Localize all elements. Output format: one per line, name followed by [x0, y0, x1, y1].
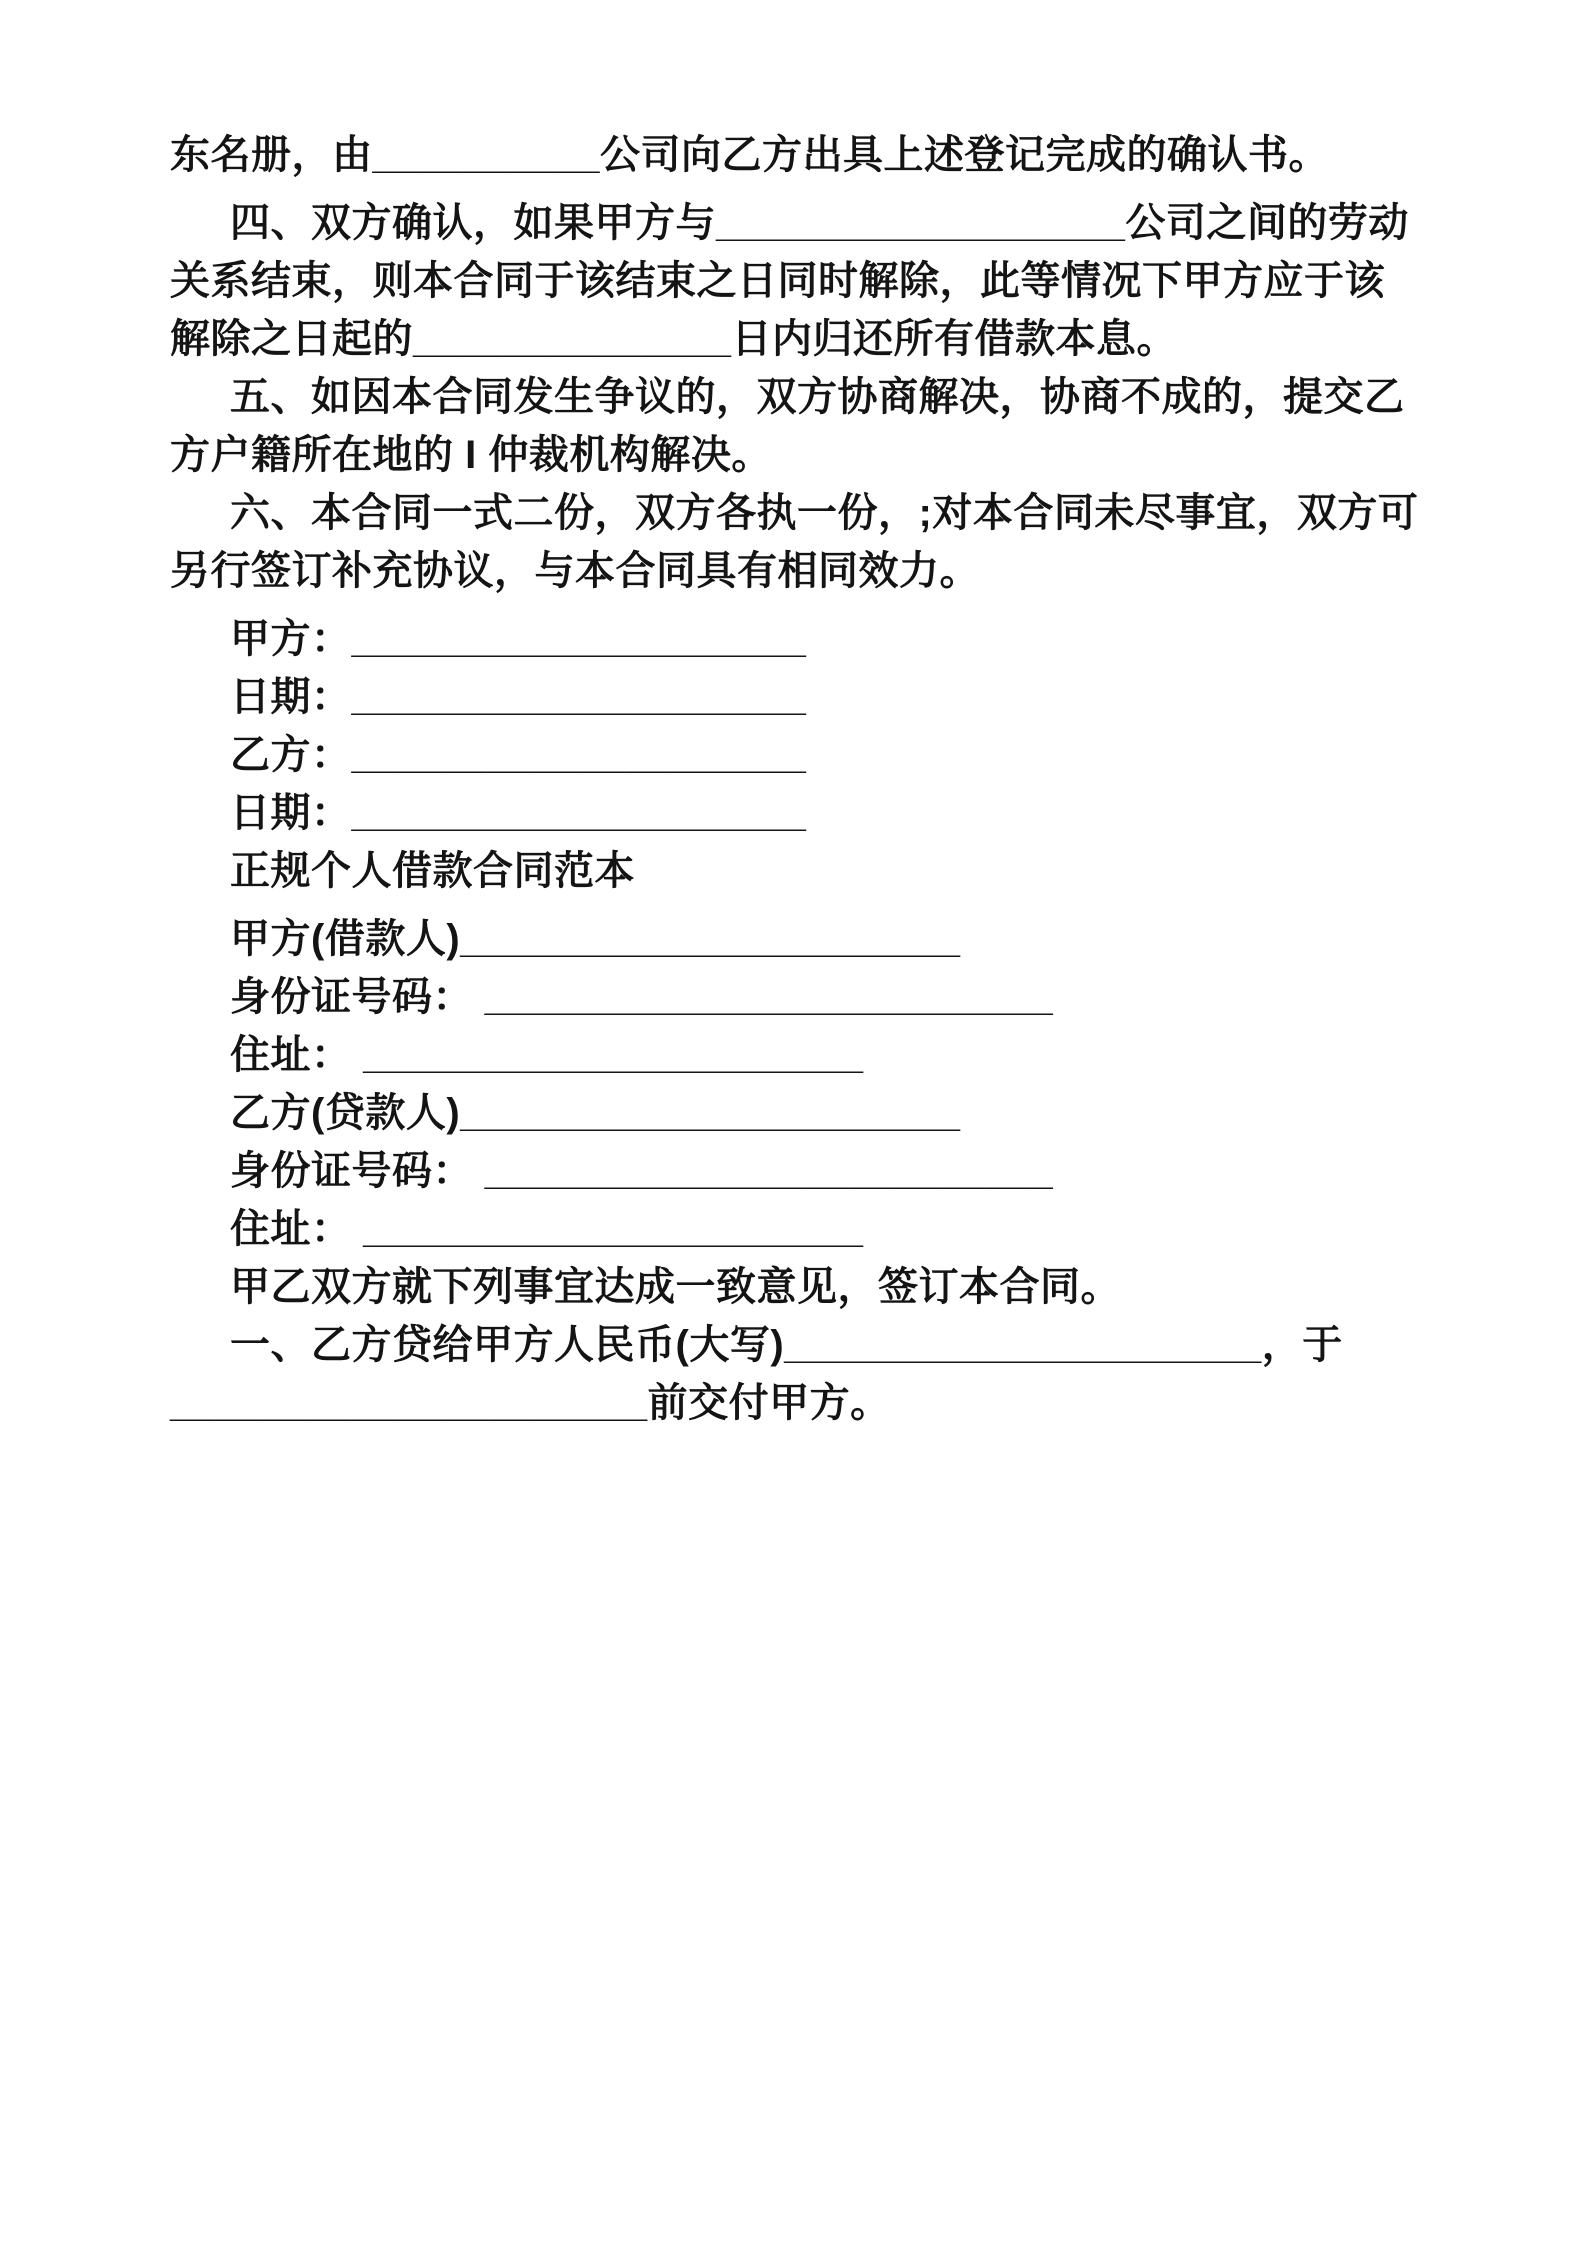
- contract-line: 东名册，由__________公司向乙方出具上述登记完成的确认书。: [170, 133, 1329, 177]
- signature-line-date-a: 日期：____________________: [230, 675, 807, 719]
- borrower-id-line: 身份证号码： _________________________: [230, 975, 1054, 1019]
- contract-line: 方户籍所在地的 I 仲裁机构解决。: [170, 433, 772, 477]
- lender-id-line: 身份证号码： _________________________: [230, 1149, 1054, 1193]
- contract-line: _____________________前交付甲方。: [170, 1381, 891, 1425]
- contract-line: 解除之日起的______________日内归还所有借款本息。: [170, 317, 1177, 361]
- signature-line-party-b: 乙方：____________________: [230, 733, 807, 777]
- signature-line-party-a: 甲方：____________________: [230, 617, 807, 661]
- contract-clause-5: 五、如因本合同发生争议的，双方协商解决，协商不成的，提交乙: [230, 375, 1405, 419]
- contract-clause-6: 六、本合同一式二份，双方各执一份，;对本合同未尽事宜，双方可: [230, 491, 1419, 535]
- agreement-statement: 甲乙双方就下列事宜达成一致意见，签订本合同。: [230, 1265, 1121, 1309]
- signature-line-date-b: 日期：____________________: [230, 791, 807, 835]
- borrower-line: 甲方(借款人)______________________: [230, 917, 961, 961]
- borrower-address-line: 住址： ______________________: [230, 1033, 864, 1077]
- lender-address-line: 住址： ______________________: [230, 1207, 864, 1251]
- contract-title: 正规个人借款合同范本: [230, 849, 635, 893]
- contract-body: [170, 126, 1436, 1432]
- lender-line: 乙方(贷款人)______________________: [230, 1091, 961, 1135]
- contract-line: 关系结束，则本合同于该结束之日同时解除，此等情况下甲方应于该: [170, 259, 1385, 303]
- contract-clause-1: 一、乙方贷给甲方人民币(大写)_____________________，于: [230, 1323, 1343, 1367]
- contract-line: 另行签订补充协议，与本合同具有相同效力。: [170, 549, 980, 593]
- contract-clause-4: 四、双方确认，如果甲方与__________________公司之间的劳动: [230, 201, 1409, 245]
